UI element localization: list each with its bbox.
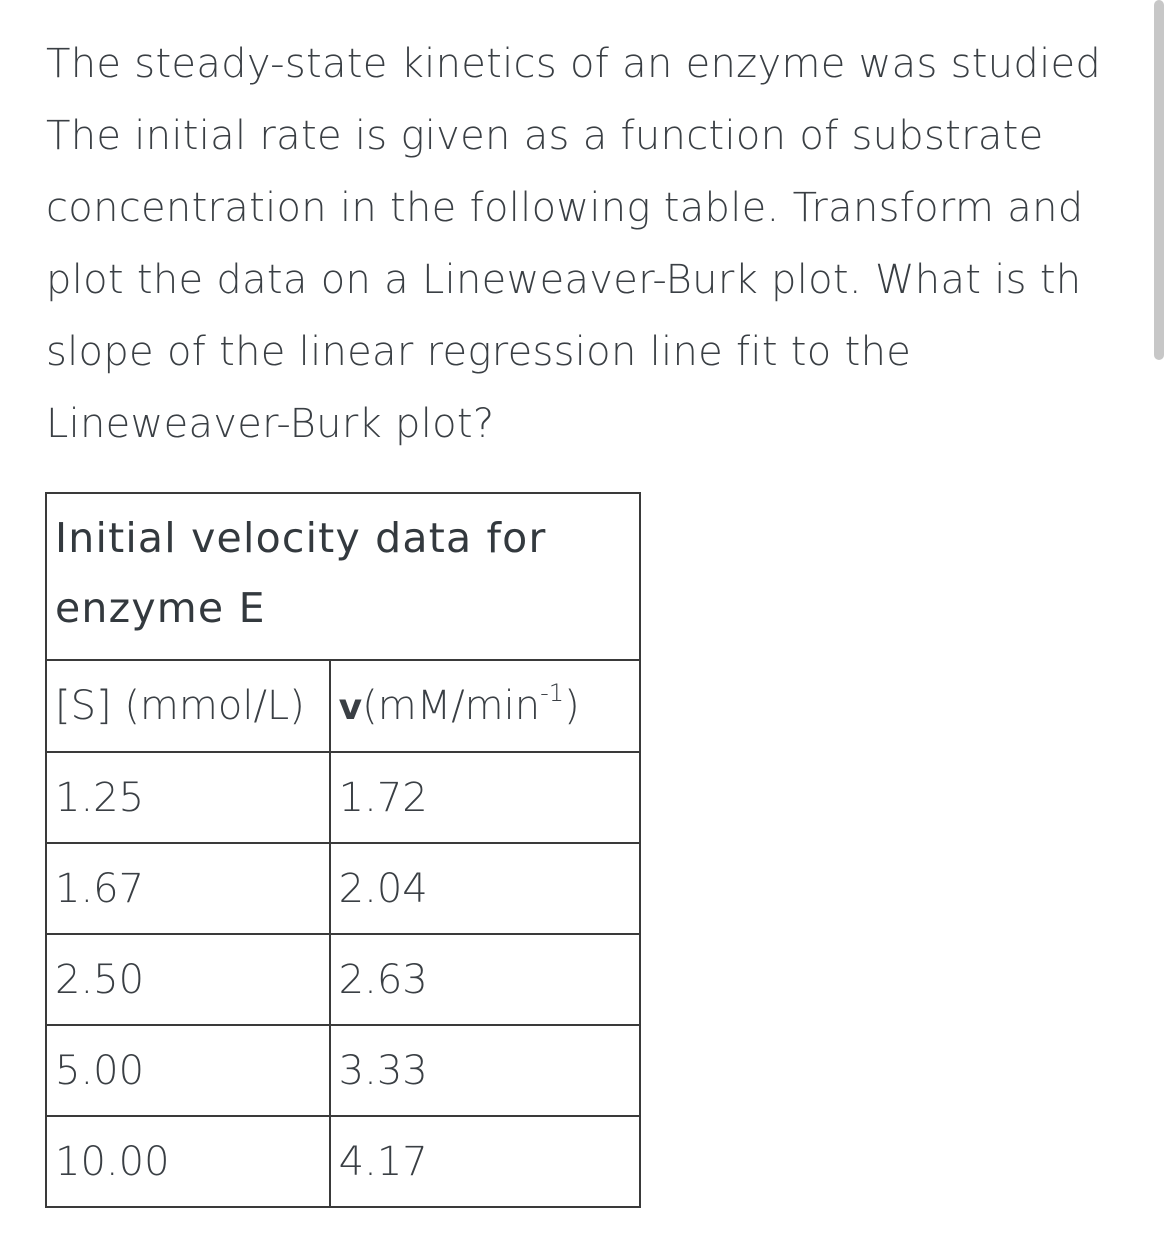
table-caption: Initial velocity data for enzyme E	[55, 513, 547, 632]
table-header-row	[46, 660, 640, 752]
question-line: plot the data on a Lineweaver-Burk plot. What is th	[46, 257, 1082, 303]
velocity-cell: 4.17	[330, 1116, 640, 1207]
substrate-cell: 1.25	[46, 752, 330, 843]
velocity-unit-exponent: -1	[540, 679, 565, 707]
column-header-substrate: [S] (mmol/L)	[46, 660, 330, 752]
velocity-data-table	[45, 492, 641, 1208]
substrate-cell: 5.00	[46, 1025, 330, 1116]
question-line: The steady-state kinetics of an enzyme was studied	[46, 41, 1102, 87]
table-row	[46, 1116, 640, 1207]
velocity-symbol: v	[338, 687, 363, 728]
substrate-cell: 1.67	[46, 843, 330, 934]
velocity-cell: 2.04	[330, 843, 640, 934]
question-line: The initial rate is given as a function of substrate	[46, 113, 1044, 159]
question-line: Lineweaver-Burk plot?	[46, 401, 495, 447]
substrate-cell: 2.50	[46, 934, 330, 1025]
vertical-scrollbar[interactable]	[1154, 0, 1164, 360]
substrate-cell: 10.00	[46, 1116, 330, 1207]
velocity-unit-open: (mM/min	[362, 683, 541, 729]
table-row	[46, 752, 640, 843]
velocity-cell: 3.33	[330, 1025, 640, 1116]
velocity-cell: 1.72	[330, 752, 640, 843]
velocity-unit-close: )	[564, 683, 580, 729]
velocity-cell: 2.63	[330, 934, 640, 1025]
table-caption-cell	[46, 493, 640, 660]
table-row	[46, 1025, 640, 1116]
table-row	[46, 934, 640, 1025]
column-header-velocity	[330, 660, 640, 752]
question-text	[46, 30, 1131, 462]
table-row	[46, 843, 640, 934]
question-line: slope of the linear regression line fit to the	[46, 329, 912, 375]
question-line: concentration in the following table. Transform and	[46, 185, 1084, 231]
